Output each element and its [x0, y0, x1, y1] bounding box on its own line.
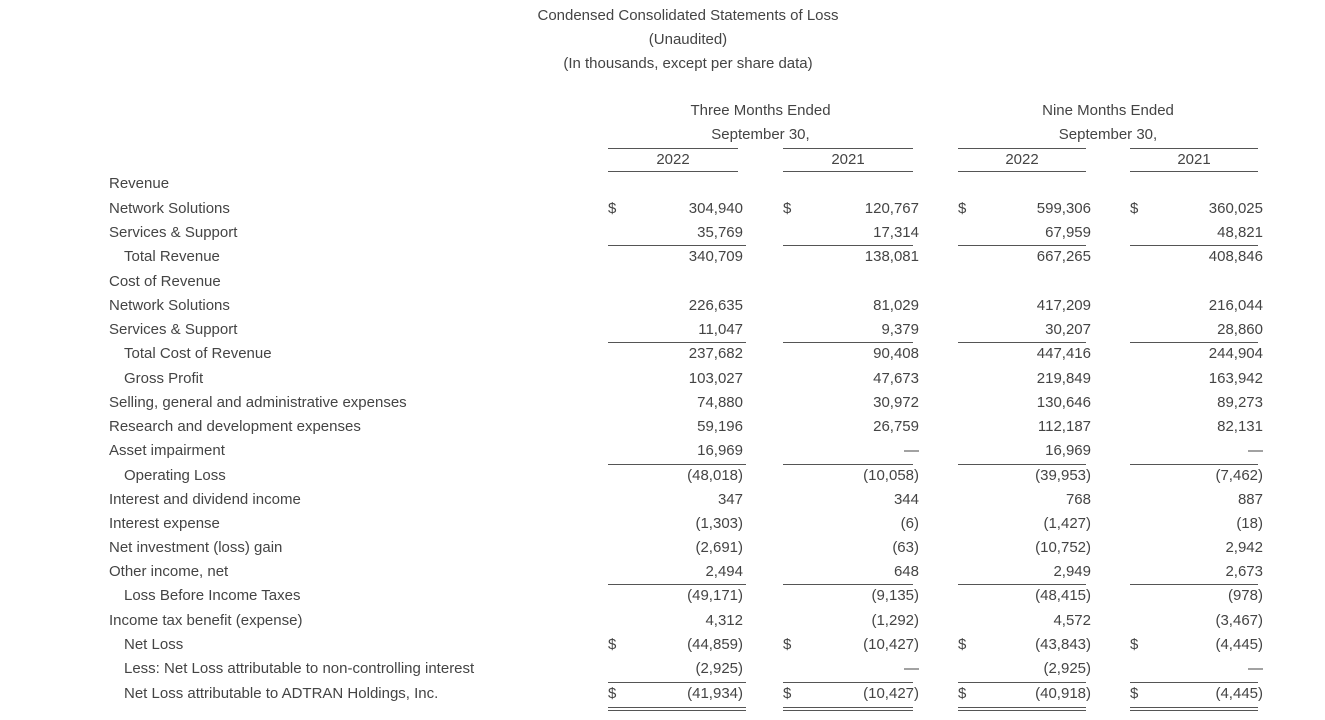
table-row	[0, 270, 1325, 294]
row-value: (3,467)	[1215, 612, 1263, 629]
currency-symbol: $	[1130, 200, 1139, 217]
subtotal-rule	[608, 342, 746, 343]
row-value: 447,416	[1036, 345, 1091, 362]
row-value: (40,918)	[1035, 685, 1091, 702]
table-row	[0, 536, 1325, 560]
currency-symbol: $	[608, 636, 617, 653]
total-double-rule	[1130, 707, 1258, 711]
row-value: —	[1248, 660, 1263, 677]
row-value: 4,572	[1053, 612, 1091, 629]
table-row	[0, 197, 1325, 221]
row-value: 768	[1065, 491, 1091, 508]
table-row	[0, 391, 1325, 415]
row-value: 11,047	[698, 321, 743, 338]
subtotal-rule	[783, 464, 913, 465]
subtotal-rule	[783, 682, 913, 683]
row-value: 304,940	[688, 200, 743, 217]
row-value: 30,207	[1045, 321, 1091, 338]
currency-symbol: $	[783, 636, 792, 653]
table-row	[0, 682, 1325, 706]
row-label: Operating Loss	[124, 467, 226, 484]
row-value: (10,058)	[863, 467, 919, 484]
subtotal-rule	[958, 245, 1086, 246]
row-value: 16,969	[697, 442, 743, 459]
table-row	[0, 342, 1325, 366]
table-row	[0, 294, 1325, 318]
row-label: Research and development expenses	[109, 418, 361, 435]
currency-symbol: $	[958, 200, 967, 217]
table-row	[0, 657, 1325, 681]
row-value: 47,673	[873, 370, 919, 387]
row-value: (1,303)	[695, 515, 743, 532]
row-value: (6)	[900, 515, 919, 532]
currency-symbol: $	[1130, 636, 1139, 653]
row-value: (978)	[1227, 587, 1263, 604]
row-value: —	[904, 442, 919, 459]
row-value: 48,821	[1217, 224, 1263, 241]
row-value: 130,646	[1036, 394, 1091, 411]
period-nine-months-line2: September 30,	[1058, 126, 1158, 143]
subtotal-rule	[608, 464, 746, 465]
total-double-rule	[783, 707, 913, 711]
row-value: (10,752)	[1035, 539, 1091, 556]
row-value: 67,959	[1045, 224, 1091, 241]
subtotal-rule	[783, 342, 913, 343]
row-value: (48,415)	[1035, 587, 1091, 604]
row-value: 9,379	[881, 321, 919, 338]
year-header-nine-2021: 2021	[1130, 148, 1258, 172]
row-label: Total Cost of Revenue	[124, 345, 272, 362]
subtotal-rule	[1130, 682, 1258, 683]
row-value: (63)	[892, 539, 919, 556]
currency-symbol: $	[1130, 685, 1139, 702]
row-value: 344	[893, 491, 919, 508]
row-value: —	[904, 660, 919, 677]
currency-symbol: $	[608, 200, 617, 217]
total-double-rule	[958, 707, 1086, 711]
row-value: 82,131	[1217, 418, 1263, 435]
row-value: (10,427)	[863, 636, 919, 653]
row-value: (2,925)	[1043, 660, 1091, 677]
row-label: Services & Support	[109, 321, 238, 338]
currency-symbol: $	[783, 685, 792, 702]
period-three-months-line2: September 30,	[711, 126, 810, 143]
row-value: 216,044	[1208, 297, 1263, 314]
subtotal-rule	[1130, 584, 1258, 585]
row-label: Interest and dividend income	[109, 491, 301, 508]
row-value: 226,635	[688, 297, 743, 314]
statement-title: Condensed Consolidated Statements of Loss	[537, 7, 839, 24]
subtotal-rule	[783, 245, 913, 246]
table-row	[0, 221, 1325, 245]
row-label: Total Revenue	[124, 248, 220, 265]
row-value: 237,682	[688, 345, 743, 362]
row-value: (1,292)	[871, 612, 919, 629]
subtotal-rule	[958, 464, 1086, 465]
row-value: 2,942	[1225, 539, 1263, 556]
table-row	[0, 172, 1325, 196]
row-value: (2,925)	[695, 660, 743, 677]
row-value: 59,196	[697, 418, 743, 435]
subtotal-rule	[958, 584, 1086, 585]
period-three-months-line1: Three Months Ended	[690, 102, 831, 119]
subtotal-rule	[608, 584, 746, 585]
row-value: (2,691)	[695, 539, 743, 556]
row-label: Interest expense	[109, 515, 220, 532]
row-value: 30,972	[873, 394, 919, 411]
table-row	[0, 318, 1325, 342]
currency-symbol: $	[783, 200, 792, 217]
row-label: Net Loss	[124, 636, 184, 653]
year-header-three-2022: 2022	[608, 148, 738, 172]
row-value: 28,860	[1217, 321, 1263, 338]
row-value: 887	[1237, 491, 1263, 508]
table-row	[0, 609, 1325, 633]
table-row	[0, 439, 1325, 463]
row-value: (4,445)	[1215, 636, 1263, 653]
row-label: Loss Before Income Taxes	[124, 587, 301, 604]
row-value: 163,942	[1208, 370, 1263, 387]
row-value: 120,767	[864, 200, 919, 217]
currency-symbol: $	[958, 636, 967, 653]
table-row	[0, 584, 1325, 608]
subtotal-rule	[1130, 464, 1258, 465]
subtotal-rule	[608, 682, 746, 683]
currency-symbol: $	[958, 685, 967, 702]
row-label: Net investment (loss) gain	[109, 539, 283, 556]
currency-symbol: $	[608, 685, 617, 702]
table-row	[0, 245, 1325, 269]
row-value: 667,265	[1036, 248, 1091, 265]
row-value: 81,029	[873, 297, 919, 314]
subtotal-rule	[783, 584, 913, 585]
row-label: Revenue	[109, 175, 170, 192]
row-value: 4,312	[705, 612, 743, 629]
row-value: 16,969	[1045, 442, 1091, 459]
row-value: 648	[893, 563, 919, 580]
row-value: 74,880	[697, 394, 743, 411]
year-header-three-2021: 2021	[783, 148, 913, 172]
row-value: 244,904	[1208, 345, 1263, 362]
total-double-rule	[608, 707, 746, 711]
statement-units: (In thousands, except per share data)	[563, 55, 813, 72]
subtotal-rule	[958, 682, 1086, 683]
table-row	[0, 488, 1325, 512]
table-row	[0, 464, 1325, 488]
row-value: (10,427)	[863, 685, 919, 702]
row-value: 112,187	[1037, 418, 1091, 435]
row-value: 360,025	[1208, 200, 1263, 217]
subtotal-rule	[1130, 245, 1258, 246]
table-row	[0, 560, 1325, 584]
row-value: (39,953)	[1035, 467, 1091, 484]
row-label: Net Loss attributable to ADTRAN Holdings, Inc.	[124, 685, 439, 702]
year-header-nine-2022: 2022	[958, 148, 1086, 172]
table-row	[0, 633, 1325, 657]
row-value: (41,934)	[687, 685, 743, 702]
row-label: Asset impairment	[109, 442, 225, 459]
row-label: Selling, general and administrative expenses	[109, 394, 407, 411]
row-label: Gross Profit	[124, 370, 204, 387]
row-label: Income tax benefit (expense)	[109, 612, 303, 629]
row-value: 26,759	[873, 418, 919, 435]
row-value: 408,846	[1208, 248, 1263, 265]
row-value: 89,273	[1217, 394, 1263, 411]
row-value: 35,769	[697, 224, 743, 241]
row-value: (43,843)	[1035, 636, 1091, 653]
row-value: 340,709	[688, 248, 743, 265]
row-value: 90,408	[873, 345, 919, 362]
table-row	[0, 415, 1325, 439]
statement-subtitle: (Unaudited)	[648, 31, 728, 48]
row-value: (49,171)	[687, 587, 743, 604]
row-value: 17,314	[873, 224, 919, 241]
row-value: 2,673	[1225, 563, 1263, 580]
row-value: (1,427)	[1043, 515, 1091, 532]
row-label: Services & Support	[109, 224, 238, 241]
row-label: Network Solutions	[109, 200, 230, 217]
period-nine-months-line1: Nine Months Ended	[1042, 102, 1174, 119]
row-label: Network Solutions	[109, 297, 230, 314]
row-value: —	[1248, 442, 1263, 459]
row-value: 599,306	[1036, 200, 1091, 217]
table-row	[0, 367, 1325, 391]
row-value: (48,018)	[687, 467, 743, 484]
subtotal-rule	[1130, 342, 1258, 343]
row-value: (4,445)	[1215, 685, 1263, 702]
row-value: (9,135)	[871, 587, 919, 604]
row-value: 138,081	[864, 248, 919, 265]
row-value: (7,462)	[1215, 467, 1263, 484]
row-label: Cost of Revenue	[109, 273, 221, 290]
row-value: (44,859)	[687, 636, 743, 653]
row-value: 2,949	[1053, 563, 1091, 580]
row-value: 103,027	[688, 370, 743, 387]
subtotal-rule	[958, 342, 1086, 343]
row-value: 347	[717, 491, 743, 508]
subtotal-rule	[608, 245, 746, 246]
row-label: Less: Net Loss attributable to non-controlling interest	[124, 660, 475, 677]
row-value: 417,209	[1036, 297, 1091, 314]
row-value: 219,849	[1036, 370, 1091, 387]
row-label: Other income, net	[109, 563, 229, 580]
row-value: (18)	[1236, 515, 1263, 532]
table-row	[0, 512, 1325, 536]
row-value: 2,494	[705, 563, 743, 580]
